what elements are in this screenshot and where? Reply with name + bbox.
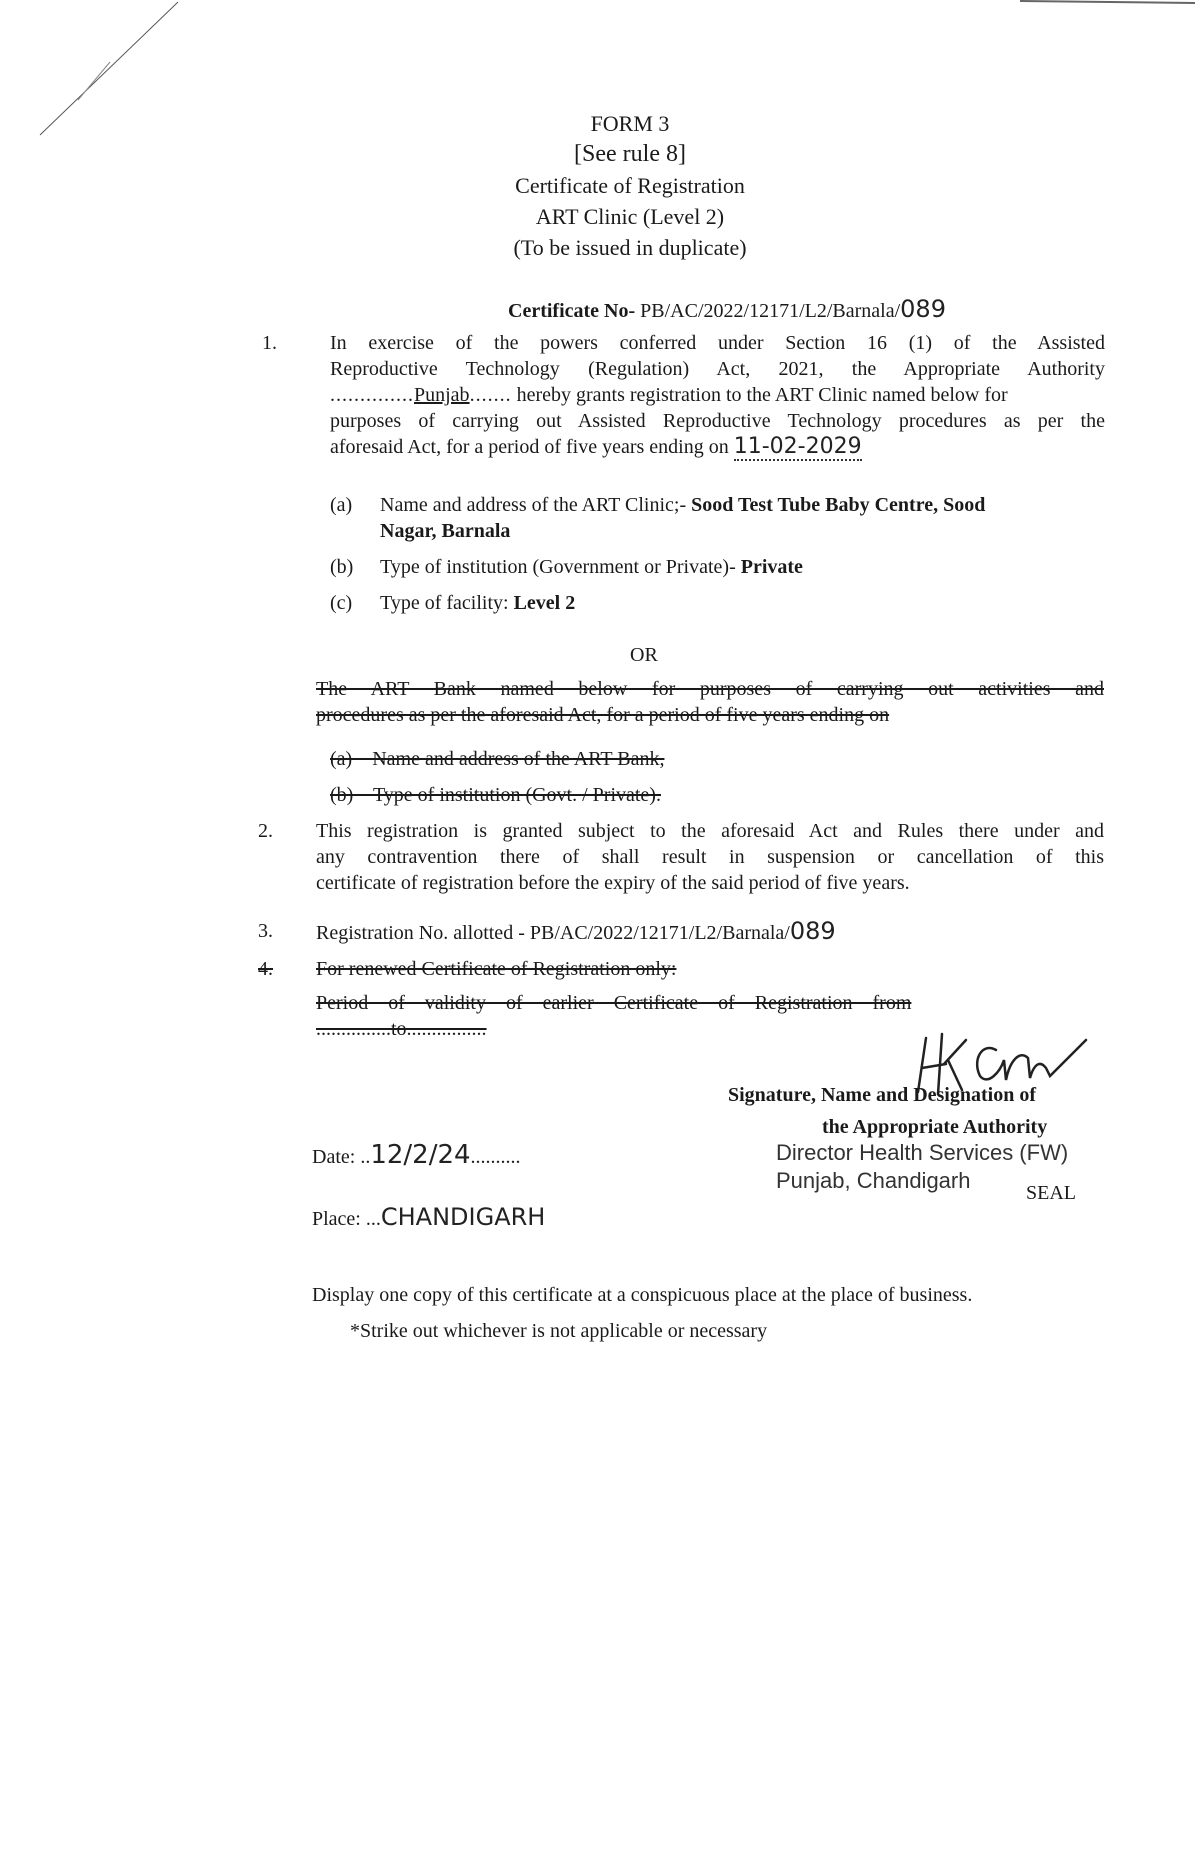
document-title: Certificate of Registration (515, 173, 745, 198)
institution-type: Type of institution (Government or Private)- Private (380, 556, 803, 578)
issue-date: 12/2/24 (370, 1140, 471, 1170)
item-2-paragraph: This registration is granted subject to the aforesaid Act and Rules there under and any contravention there of shall result in suspension or cancellation of this certificate of registration before the expiry of the said period of five years. (316, 820, 1104, 894)
clinic-address: Nagar, Barnala (380, 520, 511, 542)
official-stamp-location: Punjab, Chandigarh (776, 1168, 971, 1193)
clinic-name: Sood Test Tube Baby Centre, Sood (691, 494, 986, 516)
renewal-heading: For renewed Certificate of Registration only: (316, 958, 677, 980)
item-2-number: 2. (258, 820, 273, 842)
renewal-validity-range: ...............to................ (316, 1018, 487, 1040)
rule-reference: [See rule 8] (574, 141, 686, 167)
display-instruction: Display one copy of this certificate at a conspicuous place at the place of business. (312, 1284, 973, 1306)
institution-label-b: (b) (330, 556, 354, 578)
validity-end-date: 11-02-2029 (733, 434, 862, 459)
item-3-number: 3. (258, 920, 273, 942)
registration-number-line: Registration No. allotted - PB/AC/2022/12171/L2/Barnala/089 (316, 917, 836, 945)
authority-caption: the Appropriate Authority (822, 1116, 1048, 1138)
facility-type: Type of facility: Level 2 (380, 592, 576, 614)
certificate-number: PB/AC/2022/12171/L2/Barnala/ (640, 300, 901, 322)
item-1-line-4: purposes of carrying out Assisted Reproductive Technology procedures as per the (330, 410, 1105, 432)
certificate-header (420, 108, 840, 263)
item-1-number: 1. (262, 332, 277, 354)
official-stamp-designation: Director Health Services (FW) (776, 1140, 1069, 1165)
clinic-label-a: (a) (330, 494, 353, 516)
item-1-line-3: ..............Punjab....... hereby grants registration to the ART Clinic named below for (330, 384, 1008, 406)
certificate-label: Certificate No- (508, 300, 636, 322)
signature-caption: Signature, Name and Designation of (728, 1084, 1036, 1106)
registration-number: PB/AC/2022/12171/L2/Barnala/ (529, 922, 790, 944)
document-subtitle: ART Clinic (Level 2) (535, 204, 725, 229)
date-line: Date: ..12/2/24.......... (312, 1140, 521, 1170)
item-1-paragraph (330, 330, 1105, 460)
item-1-line-5: aforesaid Act, for a period of five years ending on 11-02-2029 (330, 434, 862, 459)
strike-note: *Strike out whichever is not applicable or necessary (350, 1320, 768, 1342)
registration-handwritten-suffix: 089 (789, 917, 836, 945)
certificate-handwritten-suffix: 089 (900, 295, 946, 323)
seal-label: SEAL (1026, 1182, 1076, 1204)
clinic-name-address: Name and address of the ART Clinic;- Sood Test Tube Baby Centre, Sood Nagar, Barnala (380, 492, 1105, 544)
art-bank-institution-type: (b) Type of institution (Govt. / Private). (330, 784, 661, 806)
form-number: FORM 3 (590, 111, 670, 136)
art-bank-name-address: (a) Name and address of the ART Bank, (330, 748, 665, 770)
authority-name: Punjab (414, 384, 470, 406)
facility-label-c: (c) (330, 592, 353, 614)
renewal-validity-line: Period of validity of earlier Certificate of Registration from (316, 992, 912, 1014)
duplicate-note: (To be issued in duplicate) (513, 235, 747, 260)
or-separator: OR (630, 644, 658, 666)
issue-place: CHANDIGARH (380, 1203, 546, 1231)
art-bank-paragraph: The ART Bank named below for purposes of carrying out activities and procedures as per the aforesaid Act, for a period of five years ending on (316, 678, 1104, 726)
item-4-number: 4. (258, 958, 273, 980)
certificate-number-line (508, 296, 946, 324)
item-1-line-1: In exercise of the powers conferred under Section 16 (1) of the Assisted (330, 332, 1105, 354)
item-1-line-2: Reproductive Technology (Regulation) Act, 2021, the Appropriate Authority (330, 358, 1105, 380)
place-line: Place: ...CHANDIGARH (312, 1203, 546, 1231)
